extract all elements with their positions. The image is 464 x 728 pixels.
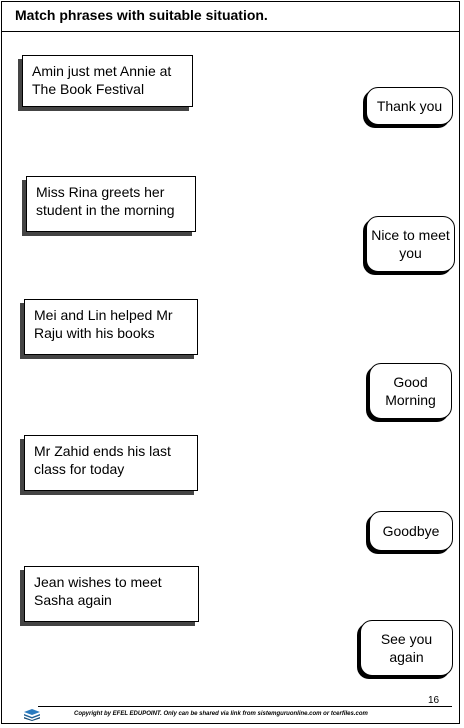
- title-divider: [1, 31, 460, 32]
- phrase-box: Goodbye: [369, 511, 453, 551]
- situation-box: Jean wishes to meet Sasha again: [24, 566, 199, 622]
- phrase-box: See you again: [360, 620, 453, 676]
- stacked-layers-icon: [24, 709, 40, 721]
- page-number: 16: [428, 695, 440, 706]
- copyright-notice: Copyright by EFEL EDUPOINT. Only can be shared via link from sistemguruonline.com or tcerfiles.com: [74, 711, 368, 717]
- situation-box: Amin just met Annie at The Book Festival: [22, 55, 193, 107]
- situation-box: Mei and Lin helped Mr Raju with his books: [24, 299, 198, 355]
- situation-box: Mr Zahid ends his last class for today: [24, 435, 198, 491]
- worksheet-title: Match phrases with suitable situation.: [15, 7, 268, 23]
- phrase-box: Good Morning: [369, 363, 452, 419]
- situation-box: Miss Rina greets her student in the morning: [26, 176, 196, 232]
- phrase-box: Nice to meet you: [366, 216, 455, 272]
- footer-divider: [38, 706, 452, 707]
- phrase-box: Thank you: [366, 87, 453, 125]
